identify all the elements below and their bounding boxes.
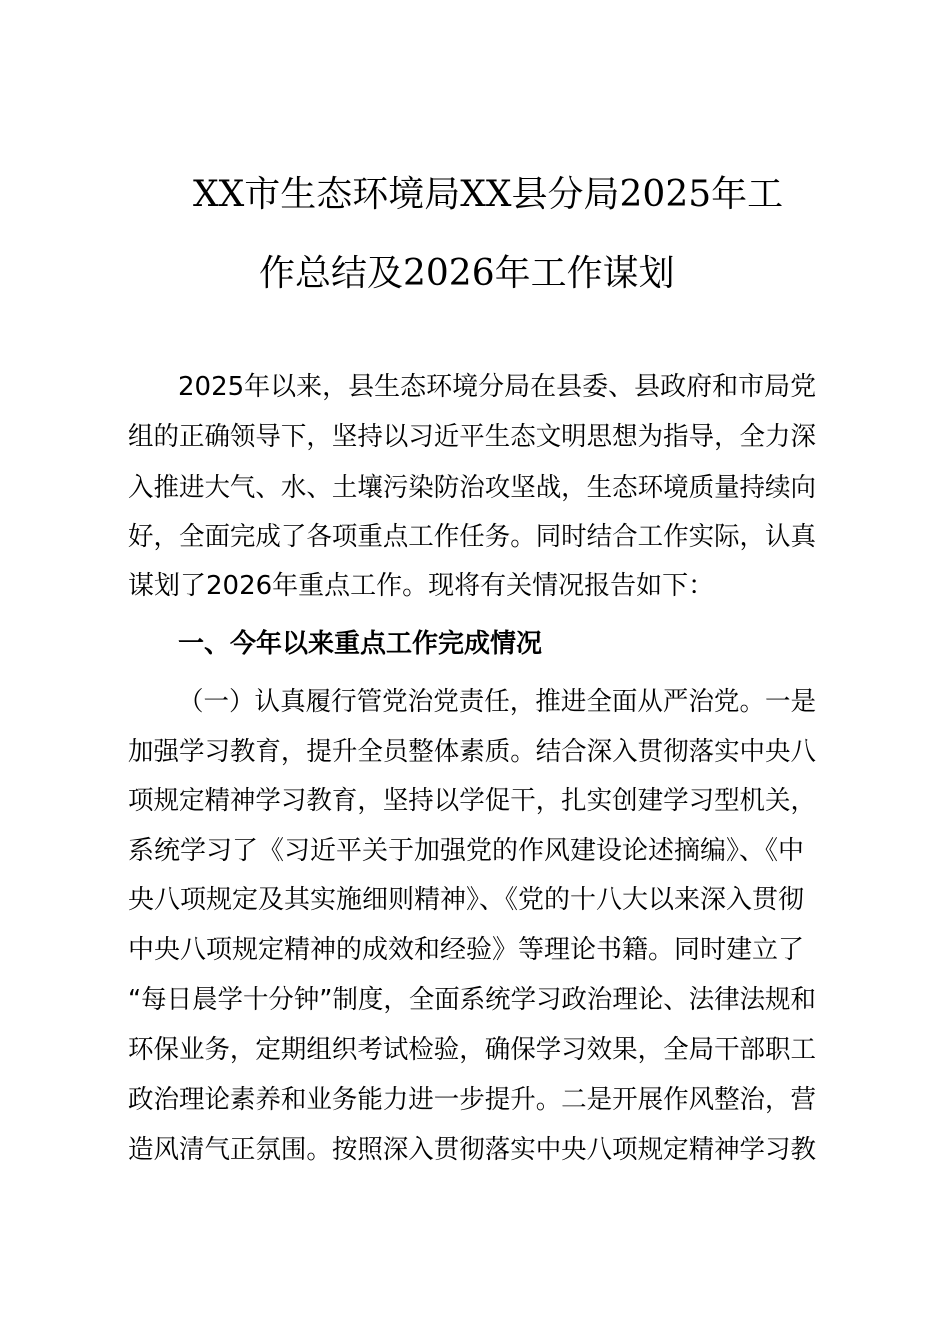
- section-heading: 一、今年以来重点工作完成情况: [178, 629, 543, 659]
- body-line: 谋划了2026年重点工作。现将有关情况报告如下：: [128, 571, 715, 601]
- body-line: 项规定精神学习教育，坚持以学促干，扎实创建学习型机关，: [128, 786, 817, 816]
- body-line: 组的正确领导下，坚持以习近平生态文明思想为指导，全力深: [128, 422, 817, 452]
- body-line: 入推进大气、水、土壤污染防治攻坚战，生态环境质量持续向: [128, 473, 817, 503]
- document-title-line-1: XX市生态环境局XX县分局2025年工: [193, 174, 784, 215]
- body-line: 中央八项规定精神的成效和经验》等理论书籍。同时建立了: [128, 935, 805, 965]
- document-title-line-2: 作总结及2026年工作谋划: [259, 253, 675, 294]
- body-line: 政治理论素养和业务能力进一步提升。二是开展作风整治，营: [128, 1085, 817, 1115]
- body-line: 加强学习教育，提升全员整体素质。结合深入贯彻落实中央八: [128, 737, 817, 767]
- body-line: 系统学习了《习近平关于加强党的作风建设论述摘编》、《中: [128, 836, 805, 866]
- body-line: “每日晨学十分钟”制度，全面系统学习政治理论、法律法规和: [128, 985, 816, 1015]
- body-line: 好，全面完成了各项重点工作任务。同时结合工作实际，认真: [128, 522, 817, 552]
- body-line: 央八项规定及其实施细则精神》、《党的十八大以来深入贯彻: [128, 885, 805, 915]
- body-line: 造风清气正氛围。按照深入贯彻落实中央八项规定精神学习教: [128, 1135, 817, 1165]
- body-line: 环保业务，定期组织考试检验，确保学习效果，全局干部职工: [128, 1035, 817, 1065]
- body-line: （一）认真履行管党治党责任，推进全面从严治党。一是: [178, 687, 817, 717]
- body-line: 2025年以来，县生态环境分局在县委、县政府和市局党: [178, 372, 817, 402]
